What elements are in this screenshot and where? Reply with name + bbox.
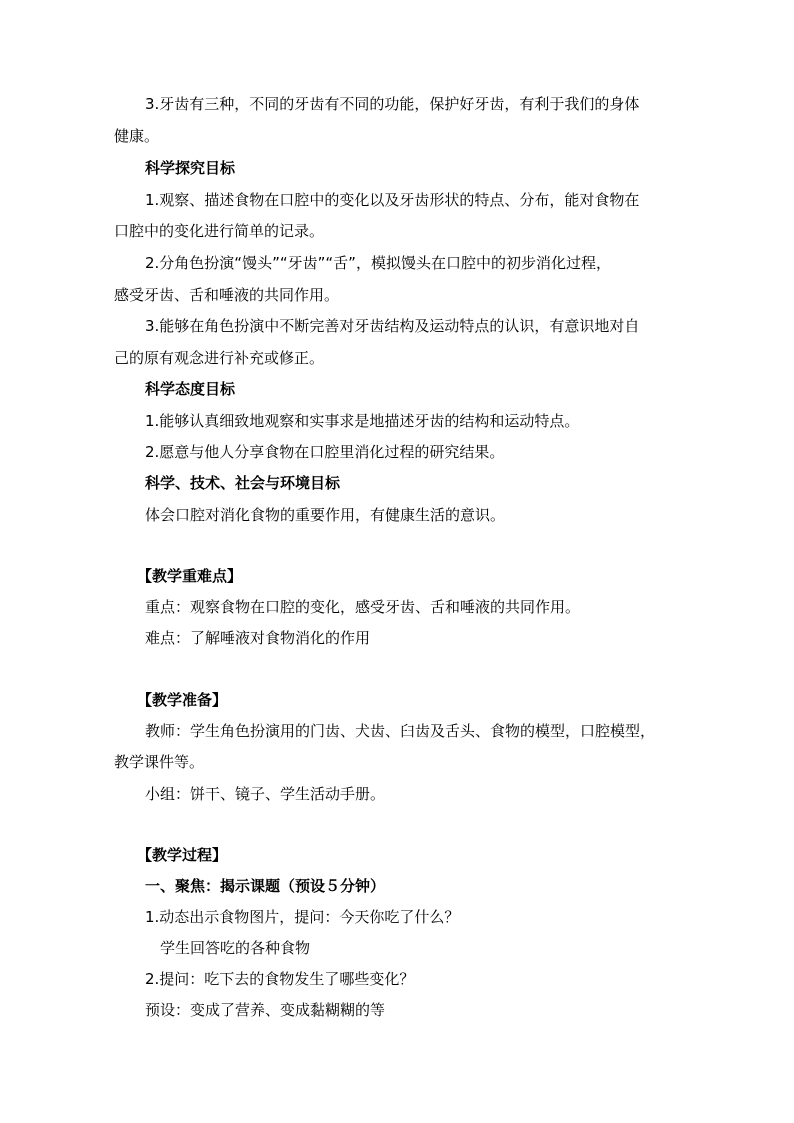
prep-group: 小组：饼干、镜子、学生活动手册。	[145, 785, 386, 803]
difficult-point: 难点：了解唾液对食物消化的作用	[145, 629, 371, 647]
process-step-2-preset: 预设：变成了营养、变成黏糊糊的等	[145, 1001, 386, 1019]
heading-process: 【教学过程】	[137, 846, 228, 864]
process-section-1-title: 一、聚焦：揭示课题（预设５分钟）	[145, 877, 386, 895]
key-point: 重点：观察食物在口腔的变化，感受牙齿、舌和唾液的共同作用。	[145, 598, 581, 616]
heading-stse-goals: 科学、技术、社会与环境目标	[145, 474, 341, 492]
heading-preparation: 【教学准备】	[137, 691, 228, 709]
heading-inquiry-goals: 科学探究目标	[145, 159, 236, 177]
prep-teacher-cont: 教学课件等。	[114, 753, 205, 771]
goal-knowledge-3-cont: 健康。	[114, 127, 160, 145]
process-step-2: 2.提问：吃下去的食物发生了哪些变化？	[145, 970, 415, 988]
goal-inquiry-1-cont: 口腔中的变化进行简单的记录。	[114, 222, 325, 240]
heading-key-points: 【教学重难点】	[137, 567, 243, 585]
process-step-1: 1.动态出示食物图片，提问：今天你吃了什么？	[145, 908, 460, 926]
goal-stse: 体会口腔对消化食物的重要作用，有健康生活的意识。	[145, 506, 506, 524]
goal-inquiry-2-cont: 感受牙齿、舌和唾液的共同作用。	[114, 286, 340, 304]
prep-teacher: 教师：学生角色扮演用的门齿、犬齿、臼齿及舌头、食物的模型，口腔模型，	[145, 722, 656, 740]
goal-attitude-1: 1.能够认真细致地观察和实事求是地描述牙齿的结构和运动特点。	[145, 412, 580, 430]
goal-knowledge-3: 3.牙齿有三种，不同的牙齿有不同的功能，保护好牙齿，有利于我们的身体	[145, 95, 640, 113]
goal-inquiry-1: 1.观察、描述食物在口腔中的变化以及牙齿形状的特点、分布，能对食物在	[145, 191, 640, 209]
process-step-1-answer: 学生回答吃的各种食物	[160, 939, 311, 957]
heading-attitude-goals: 科学态度目标	[145, 380, 236, 398]
goal-inquiry-3-cont: 己的原有观念进行补充或修正。	[114, 349, 325, 367]
goal-inquiry-3: 3.能够在角色扮演中不断完善对牙齿结构及运动特点的认识，有意识地对自	[145, 317, 640, 335]
goal-attitude-2: 2.愿意与他人分享食物在口腔里消化过程的研究结果。	[145, 443, 505, 461]
goal-inquiry-2: 2.分角色扮演“馒头”“牙齿”“舌”，模拟馒头在口腔中的初步消化过程，	[145, 254, 611, 272]
